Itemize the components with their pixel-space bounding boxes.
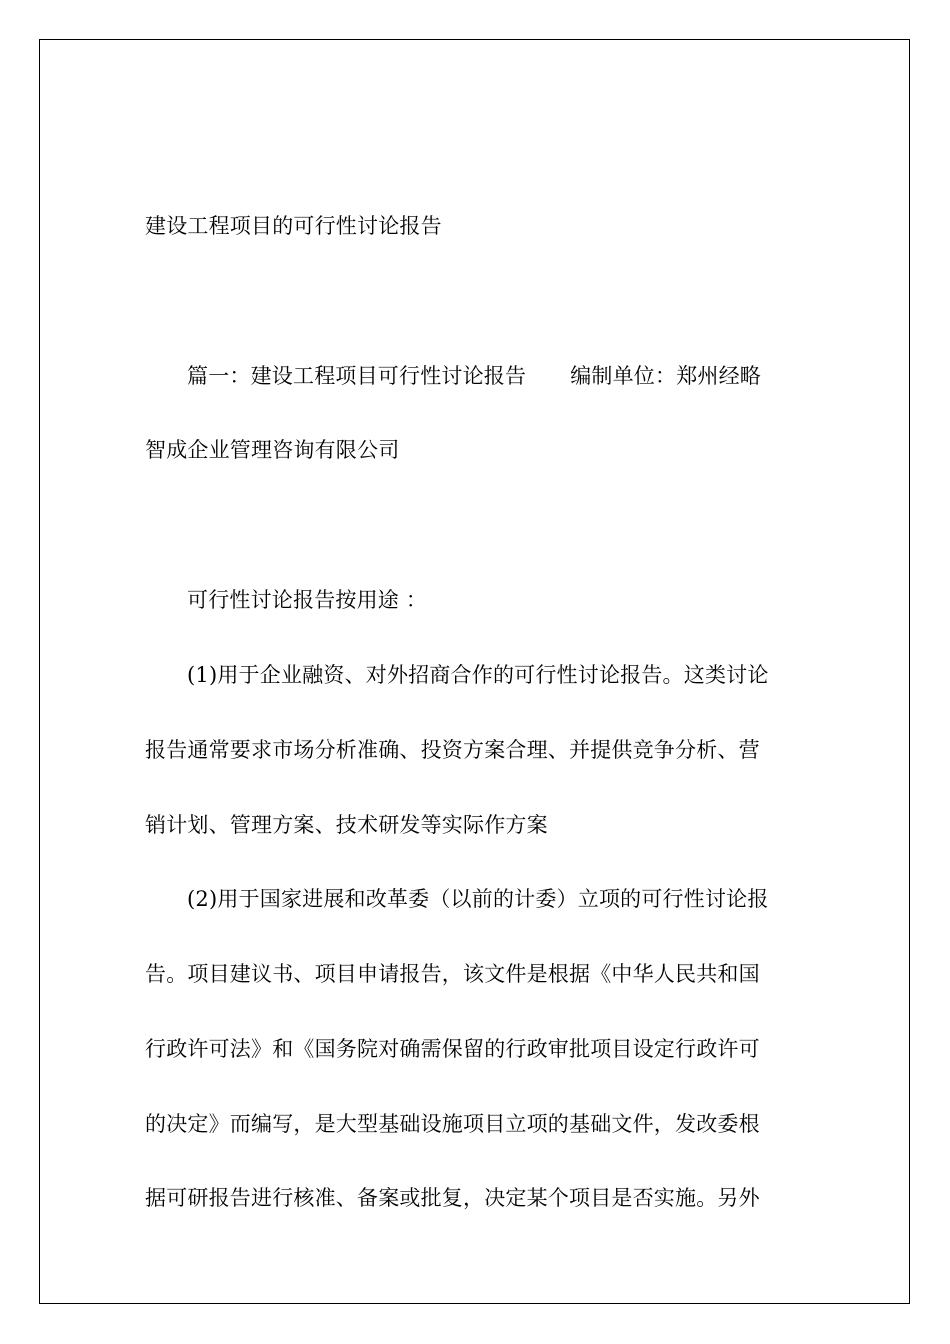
body-line: 报告通常要求市场分析准确、投资方案合理、并提供竞争分析、营 xyxy=(145,738,760,762)
body-line: (2)用于国家进展和改革委（以前的计委）立项的可行性讨论报 xyxy=(187,887,769,911)
body-line: 告。项目建议书、项目申请报告，该文件是根据《中华人民共和国 xyxy=(145,962,760,986)
section-heading-part1: 篇一：建设工程项目可行性讨论报告 xyxy=(187,364,527,388)
section-heading-line2: 智成企业管理咨询有限公司 xyxy=(145,438,400,462)
uses-heading: 可行性讨论报告按用途 ： xyxy=(187,588,428,612)
section-heading xyxy=(187,362,761,390)
section-heading-part2: 编制单位：郑州经略 xyxy=(570,364,762,388)
body-line: 据可研报告进行核准、备案或批复，决定某个项目是否实施。另外 xyxy=(145,1186,760,1210)
body-line: 销计划、管理方案、技术研发等实际作方案 xyxy=(145,813,548,837)
body-line: 的决定》而编写，是大型基础设施项目立项的基础文件，发改委根 xyxy=(145,1112,760,1136)
document-title: 建设工程项目的可行性讨论报告 xyxy=(145,214,442,238)
body-line: (1)用于企业融资、对外招商合作的可行性讨论报告。这类讨论 xyxy=(187,663,769,687)
body-line: 行政许可法》和《国务院对确需保留的行政审批项目设定行政许可 xyxy=(145,1037,760,1061)
